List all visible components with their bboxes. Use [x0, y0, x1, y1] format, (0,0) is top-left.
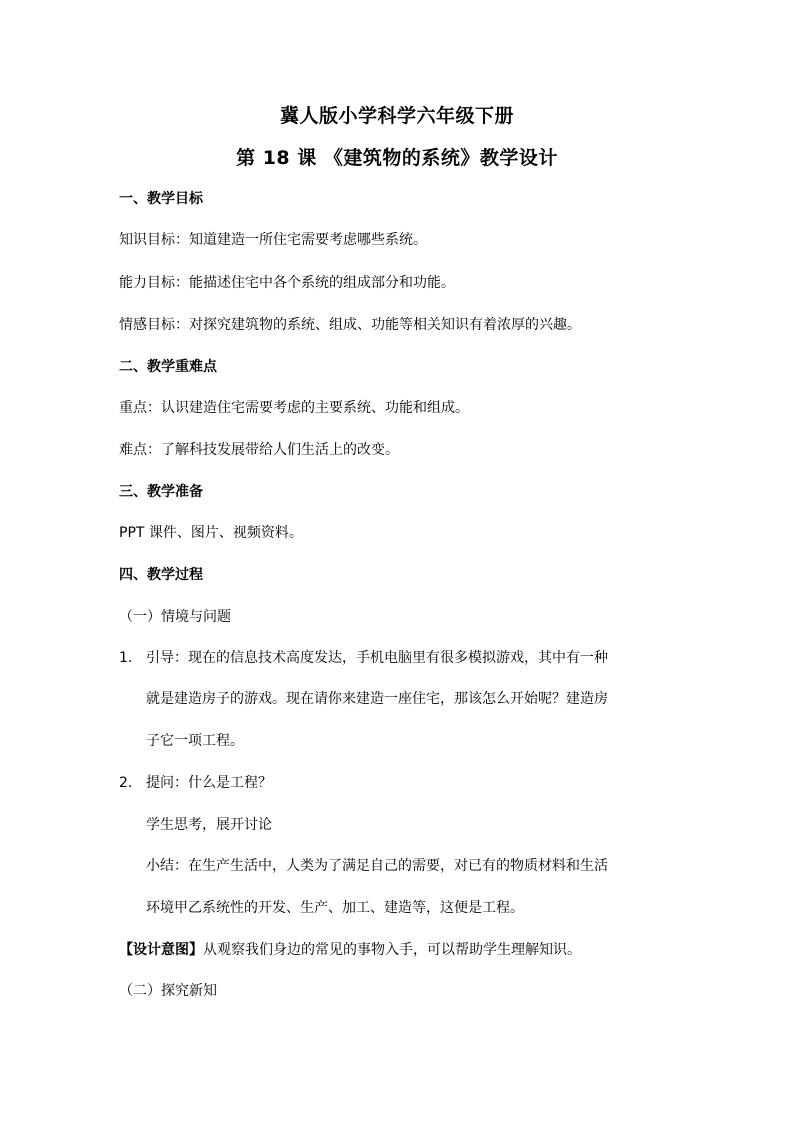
- list-number-2: 2.: [119, 775, 133, 791]
- subsection-explore: （二）探究新知: [119, 983, 217, 999]
- item1-line2: 就是建造房子的游戏。现在请你来建造一座住宅，那该怎么开始呢？建造房: [146, 691, 608, 707]
- subsection-scenario: （一）情境与问题: [119, 609, 231, 625]
- key-point: 重点：认识建造住宅需要考虑的主要系统、功能和组成。: [119, 400, 469, 416]
- lesson-title: 第 18 课 《建筑物的系统》教学设计: [236, 147, 558, 169]
- preparation-materials: PPT 课件、图片、视频资料。: [119, 525, 303, 541]
- section-heading-key-points: 二、教学重难点: [119, 359, 217, 375]
- knowledge-objective: 知识目标：知道建造一所住宅需要考虑哪些系统。: [119, 232, 427, 248]
- design-intent: [119, 940, 581, 960]
- item1-line1: 引导：现在的信息技术高度发达，手机电脑里有很多模拟游戏，其中有一种: [146, 650, 608, 666]
- design-intent-label: 【设计意图】: [119, 942, 203, 958]
- list-number-1: 1.: [119, 650, 133, 666]
- item1-line3: 子它一项工程。: [146, 733, 244, 749]
- section-heading-preparation: 三、教学准备: [119, 484, 203, 500]
- emotion-objective: 情感目标：对探究建筑物的系统、组成、功能等相关知识有着浓厚的兴趣。: [119, 317, 581, 333]
- section-heading-objectives: 一、教学目标: [119, 191, 203, 207]
- difficult-point: 难点：了解科技发展带给人们生活上的改变。: [119, 442, 399, 458]
- document-title: 冀人版小学科学六年级下册: [279, 105, 514, 127]
- item2-line2: 学生思考，展开讨论: [146, 817, 272, 833]
- design-intent-text: 从观察我们身边的常见的事物入手，可以帮助学生理解知识。: [203, 942, 581, 958]
- item2-line1: 提问：什么是工程？: [146, 775, 272, 791]
- section-heading-process: 四、教学过程: [119, 567, 203, 583]
- item2-line4: 环境甲乙系统性的开发、生产、加工、建造等，这便是工程。: [146, 900, 524, 916]
- item2-line3: 小结：在生产生活中，人类为了满足自己的需要，对已有的物质材料和生活: [146, 858, 608, 874]
- ability-objective: 能力目标：能描述住宅中各个系统的组成部分和功能。: [119, 275, 455, 291]
